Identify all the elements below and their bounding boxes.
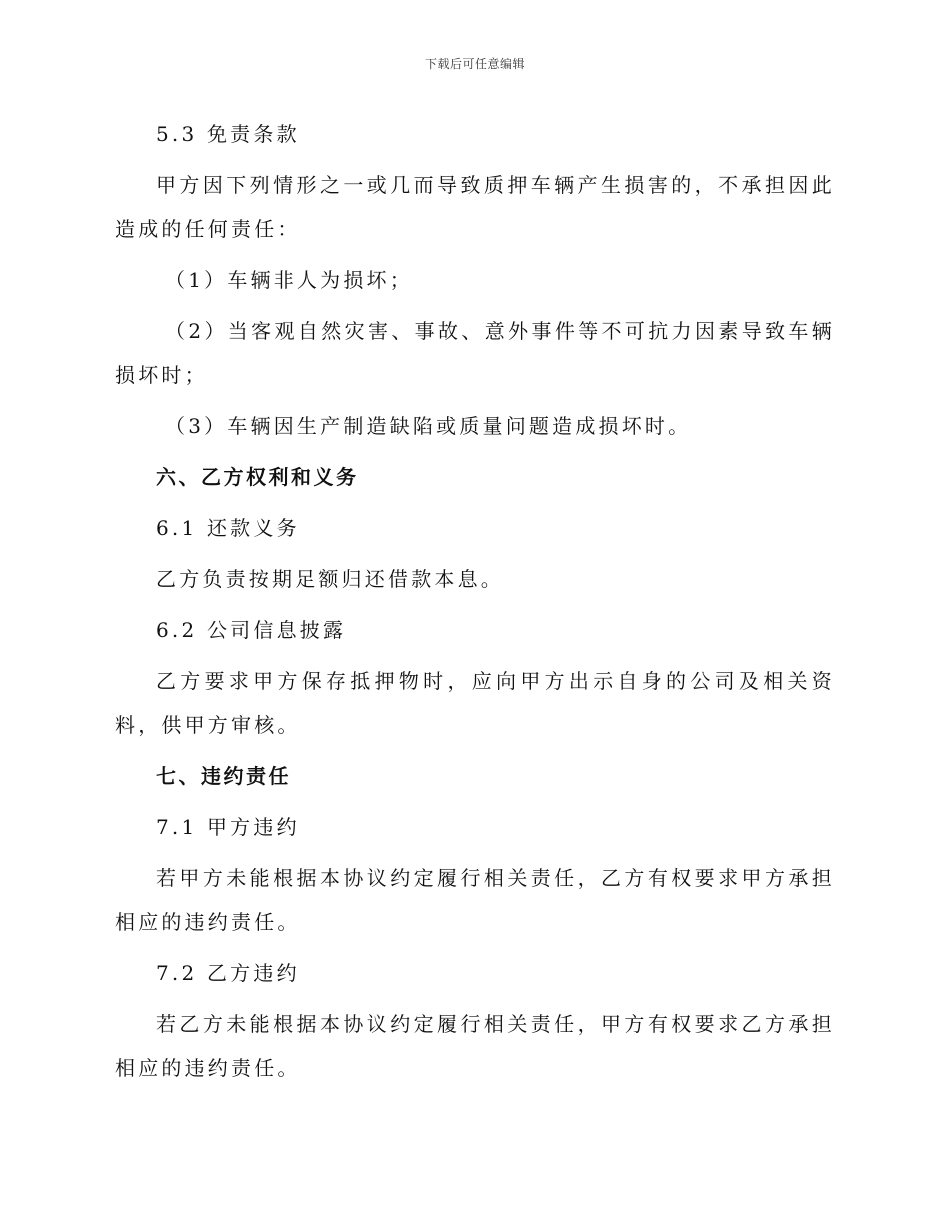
section-5-3-title: 5.3 免责条款 bbox=[156, 122, 300, 146]
section-7-2-title: 7.2 乙方违约 bbox=[156, 961, 300, 985]
section-5-3-item-3: （3）车辆因生产制造缺陷或质量问题造成损坏时。 bbox=[165, 414, 692, 438]
section-6-1-title: 6.1 还款义务 bbox=[156, 516, 300, 540]
section-7-heading: 七、违约责任 bbox=[156, 764, 291, 788]
section-6-2-title: 6.2 公司信息披露 bbox=[156, 618, 347, 642]
section-7-1-title: 7.1 甲方违约 bbox=[156, 815, 300, 839]
section-5-3-item-2: （2）当客观自然灾害、事故、意外事件等不可抗力因素导致车辆损坏时； bbox=[115, 319, 835, 387]
section-7-1-text: 若甲方未能根据本协议约定履行相关责任，乙方有权要求甲方承担相应的违约责任。 bbox=[115, 866, 835, 934]
section-6-heading: 六、乙方权利和义务 bbox=[156, 465, 359, 489]
section-7-2-text: 若乙方未能根据本协议约定履行相关责任，甲方有权要求乙方承担相应的违约责任。 bbox=[115, 1012, 835, 1080]
document-body bbox=[115, 112, 835, 1097]
page-header-note: 下载后可任意编辑 bbox=[424, 57, 525, 71]
section-5-3-item-1: （1）车辆非人为损坏； bbox=[165, 268, 413, 292]
section-6-2-text: 乙方要求甲方保存抵押物时，应向甲方出示自身的公司及相关资料，供甲方审核。 bbox=[115, 669, 835, 737]
section-6-1-text: 乙方负责按期足额归还借款本息。 bbox=[156, 567, 504, 591]
section-5-3-intro: 甲方因下列情形之一或几而导致质押车辆产生损害的，不承担因此造成的任何责任： bbox=[115, 173, 835, 241]
